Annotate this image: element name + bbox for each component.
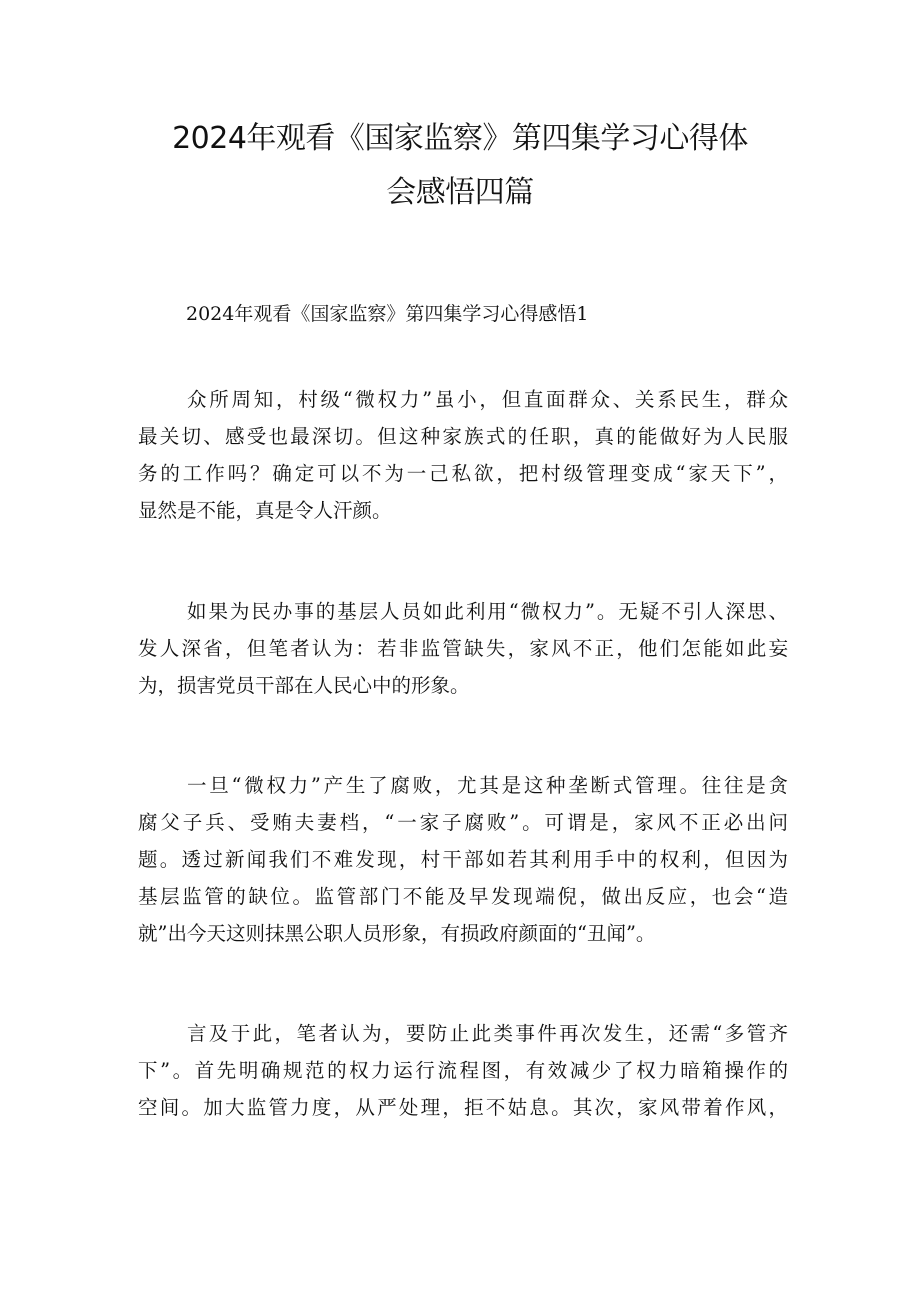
- paragraph: [138, 1015, 788, 1126]
- paragraph-line: 题。透过新闻我们不难发现，村干部如若其利用手中的权利，但因为: [138, 848, 788, 871]
- paragraph-line: 众所周知，村级“微权力”虽小，但直面群众、关系民生，群众: [187, 388, 788, 411]
- paragraph-line: 腐父子兵、受贿夫妻档，“一家子腐败”。可谓是，家风不正必出问: [138, 811, 788, 834]
- paragraph: [138, 381, 788, 529]
- title-line: 会感悟四篇: [386, 175, 534, 210]
- paragraph-line: 显然是不能，真是令人汗颜。: [138, 499, 392, 522]
- paragraph-line: 言及于此，笔者认为，要防止此类事件再次发生，还需“多管齐: [187, 1022, 788, 1045]
- paragraph-line: 务的工作吗？确定可以不为一己私欲，把村级管理变成“家天下”，: [138, 462, 788, 485]
- section-heading: 2024年观看《国家监察》第四集学习心得感悟1: [186, 303, 589, 325]
- paragraph-line: 就”出今天这则抹黑公职人员形象，有损政府颜面的“丑闻”。: [138, 922, 656, 945]
- title-line: 2024年观看《国家监察》第四集学习心得体: [172, 121, 748, 156]
- paragraph-line: 一旦“微权力”产生了腐败，尤其是这种垄断式管理。往往是贪: [187, 774, 788, 797]
- paragraph-line: 下”。首先明确规范的权力运行流程图，有效减少了权力暗箱操作的: [138, 1059, 788, 1082]
- paragraph-line: 如果为民办事的基层人员如此利用“微权力”。无疑不引人深思、: [187, 600, 788, 623]
- paragraph-line: 最关切、感受也最深切。但这种家族式的任职，真的能做好为人民服: [138, 425, 788, 448]
- paragraph: [138, 593, 788, 704]
- paragraph-line: 发人深省，但笔者认为：若非监管缺失，家风不正，他们怎能如此妄: [138, 637, 788, 660]
- paragraph-line: 为，损害党员干部在人民心中的形象。: [138, 674, 470, 697]
- document-title: [120, 112, 800, 220]
- paragraph: [138, 767, 788, 952]
- paragraph-line: 空间。加大监管力度，从严处理，拒不姑息。其次，家风带着作风，: [138, 1096, 788, 1119]
- paragraph-line: 基层监管的缺位。监管部门不能及早发现端倪，做出反应，也会“造: [138, 885, 788, 908]
